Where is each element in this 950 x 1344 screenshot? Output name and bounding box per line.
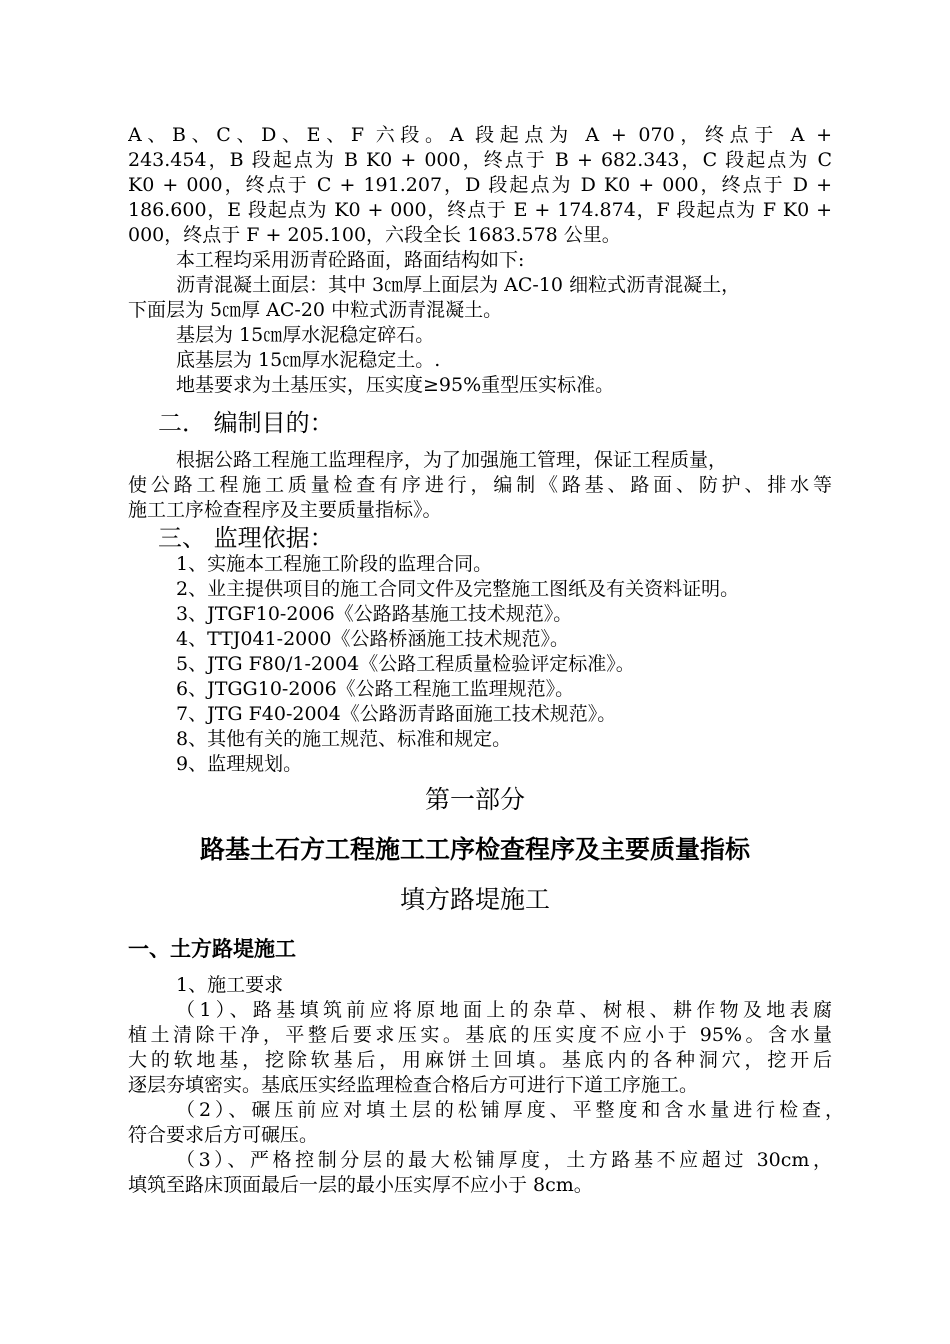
section-heading: 三、 监理依据：: [158, 524, 334, 552]
pavement-subbase: 底基层为 15㎝厚水泥稳定土。.: [176, 349, 441, 371]
pavement-base: 基层为 15㎝厚水泥稳定碎石。: [176, 324, 435, 346]
pavement-foundation: 地基要求为土基压实，压实度≥95%重型压实标准。: [176, 374, 615, 396]
list-item: 9、监理规划。: [176, 753, 303, 775]
pavement-intro: 本工程均采用沥青砼路面，路面结构如下:: [176, 249, 525, 271]
body-line: 逐层夯填密实。基底压实经监理检查合格后方可进行下道工序施工。: [128, 1074, 699, 1096]
requirements-label: 1、施工要求: [176, 974, 284, 996]
body-line: 使公路工程施工质量检查有序进行，编制《路基、路面、防护、排水等: [128, 474, 832, 496]
list-item: 6、JTGG10-2006《公路工程施工监理规范》。: [176, 678, 575, 700]
list-item: 5、JTG F80/1-2004《公路工程质量检验评定标准》。: [176, 653, 635, 675]
body-line: （2）、碾压前应对填土层的松铺厚度、平整度和含水量进行检查，: [176, 1099, 844, 1121]
body-line: （3）、严格控制分层的最大松铺厚度，土方路基不应超过 30cm，: [176, 1149, 832, 1171]
intro-line: 000，终点于 F + 205.100，六段全长 1683.578 公里。: [128, 224, 621, 246]
pavement-surface: 沥青混凝土面层：其中 3㎝厚上面层为 AC-10 细粒式沥青混凝土，: [176, 274, 741, 296]
body-line: 根据公路工程施工监理程序，为了加强施工管理，保证工程质量，: [176, 449, 728, 471]
intro-line: 186.600，E 段起点为 K0 + 000，终点于 E + 174.874，F 段起点为 F K0 +: [128, 199, 832, 221]
section-heading: 二． 编制目的：: [158, 409, 334, 437]
list-item: 2、业主提供项目的施工合同文件及完整施工图纸及有关资料证明。: [176, 578, 740, 600]
pavement-surface-cont: 下面层为 5㎝厚 AC-20 中粒式沥青混凝土。: [128, 299, 503, 321]
body-line: 填筑至路床顶面最后一层的最小压实厚不应小于 8cm。: [128, 1174, 593, 1196]
list-item: 7、JTG F40-2004《公路沥青路面施工技术规范》。: [176, 703, 617, 725]
body-line: （1）、路基填筑前应将原地面上的杂草、树根、耕作物及地表腐: [176, 999, 832, 1021]
list-item: 3、JTGF10-2006《公路路基施工技术规范》。: [176, 603, 573, 625]
intro-line: A、B、C、D、E、F 六段。A 段起点为 A + 070，终点于 A +: [128, 124, 832, 146]
body-line: 符合要求后方可碾压。: [128, 1124, 319, 1146]
body-line: 大的软地基，挖除软基后，用麻饼土回填。基底内的各种洞穴，挖开后: [128, 1049, 832, 1071]
part-subtitle: 填方路堤施工: [399, 885, 550, 914]
body-line: 植土清除干净，平整后要求压实。基底的压实度不应小于 95%。含水量: [128, 1024, 832, 1046]
intro-line: K0 + 000，终点于 C + 191.207，D 段起点为 D K0 + 000，终点于 D +: [128, 174, 832, 196]
part-label: 第一部分: [424, 785, 525, 814]
list-item: 4、TTJ041-2000《公路桥涵施工技术规范》。: [176, 628, 569, 650]
list-item: 1、实施本工程施工阶段的监理合同。: [176, 553, 493, 575]
list-item: 8、其他有关的施工规范、标准和规定。: [176, 728, 512, 750]
subsection-heading: 一、土方路堤施工: [128, 936, 296, 961]
intro-line: 243.454，B 段起点为 B K0 + 000，终点于 B + 682.343，C 段起点为 C: [128, 149, 832, 171]
body-line: 施工工序检查程序及主要质量指标》。: [128, 499, 442, 521]
part-title: 路基土石方工程施工工序检查程序及主要质量指标: [199, 835, 750, 864]
